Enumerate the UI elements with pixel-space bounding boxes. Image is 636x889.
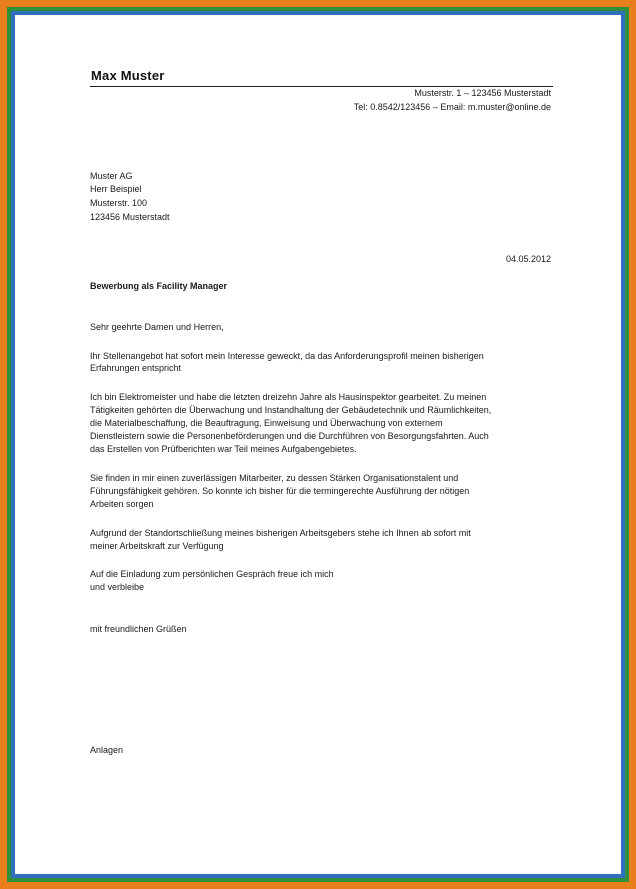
closing: mit freundlichen Grüßen (90, 624, 187, 634)
letter-date: 04.05.2012 (505, 254, 551, 264)
letter-subject: Bewerbung als Facility Manager (90, 281, 228, 291)
sender-name: Max Muster (91, 68, 165, 83)
recipient-city: 123456 Musterstadt (90, 212, 170, 222)
salutation: Sehr geehrte Damen und Herren, (90, 322, 224, 332)
recipient-street: Musterstr. 100 (90, 198, 148, 208)
paragraph-1-line: Erfahrungen entspricht (90, 363, 182, 373)
paragraph-5-line: und verbleibe (90, 582, 145, 592)
paragraph-2-line: Tätigkeiten gehörten die Überwachung und Instandhaltung der Gebäudetechnik und Räumlichkeiten, (90, 405, 492, 415)
paragraph-2-line: das Erstellen von Prüfberichten war Teil meines Aufgabengebietes. (90, 444, 357, 454)
sender-address: Musterstr. 1 – 123456 Musterstadt (414, 88, 551, 98)
recipient-person: Herr Beispiel (90, 184, 142, 194)
paragraph-2-line: die Materialbeschaffung, die Beauftragung, Einweisung und Überwachung von externem (90, 418, 443, 428)
sender-contact: Tel: 0.8542/123456 – Email: m.muster@online.de (353, 102, 551, 112)
paragraph-4-line: meiner Arbeitskraft zur Verfügung (90, 541, 224, 551)
paragraph-4-line: Aufgrund der Standortschließung meines bisherigen Arbeitsgebers stehe ich Ihnen ab sofort mit (90, 528, 471, 538)
paragraph-2-line: Ich bin Elektromeister und habe die letzten dreizehn Jahre als Hausinspektor gearbeitet. Zu meinen (90, 392, 487, 402)
letter-page (15, 15, 621, 874)
paragraph-3-line: Arbeiten sorgen (90, 499, 154, 509)
paragraph-1-line: Ihr Stellenangebot hat sofort mein Interesse geweckt, da das Anforderungsprofil meinen bisherigen (90, 351, 484, 361)
attachments-label: Anlagen (90, 745, 124, 755)
paragraph-3-line: Führungsfähigkeit gehören. So konnte ich bisher für die termingerechte Ausführung der nötigen (90, 486, 470, 496)
paragraph-3-line: Sie finden in mir einen zuverlässigen Mitarbeiter, zu dessen Stärken Organisationstalent und (90, 473, 459, 483)
paragraph-2-line: Dienstleistern sowie die Personenbeförderungen und die Durchführen von Besorgungsfahrten. Auch (90, 431, 489, 441)
recipient-company: Muster AG (90, 171, 133, 181)
paragraph-5-line: Auf die Einladung zum persönlichen Gespräch freue ich mich (90, 569, 334, 579)
